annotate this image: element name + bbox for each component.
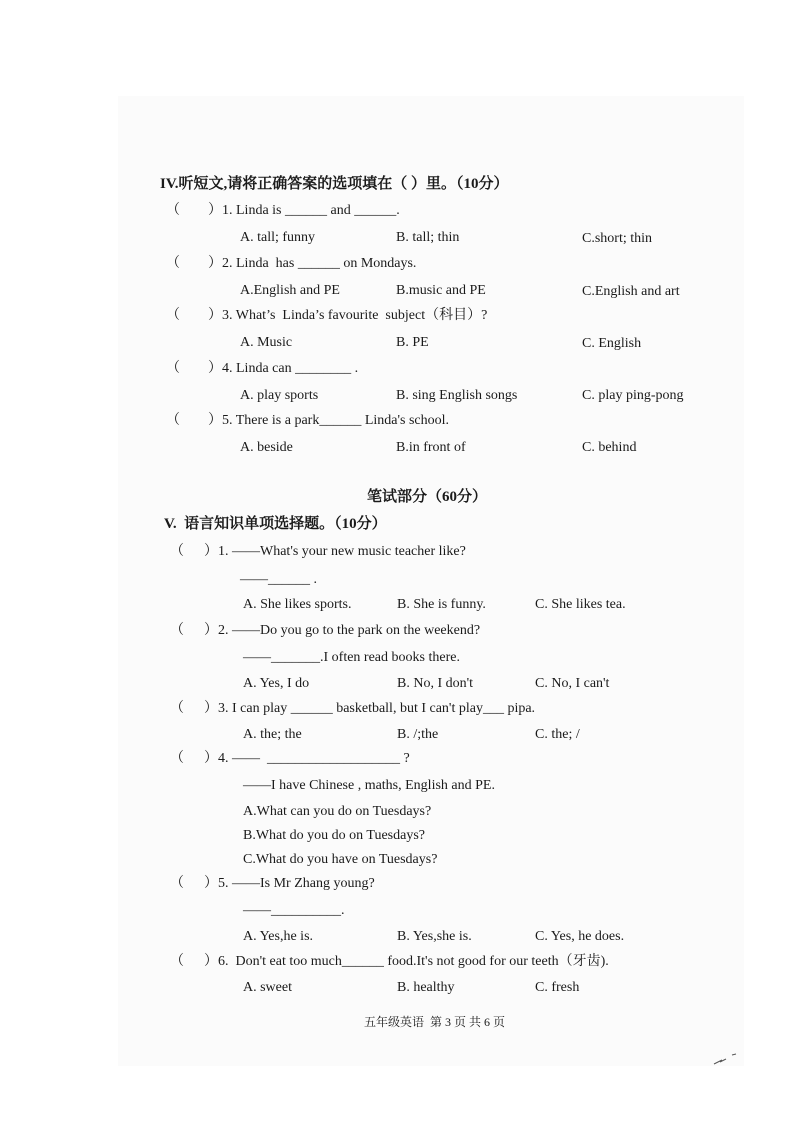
option-c: C.short; thin [582,231,653,246]
option-a: A. Yes,he is. [243,929,314,944]
option-a: A. Music [240,335,293,350]
answer-paren: （ [166,308,180,323]
option-a: A.English and PE [240,283,340,298]
option-b: B. Yes,she is. [397,929,472,944]
answer-paren: （ [166,203,180,218]
answer-paren: （ [170,876,184,891]
section-4-heading: IV.听短文,请将正确答案的选项填在（ ）里。（10分） [160,176,509,192]
question-5-4: ）4. —— ___________________ ? [204,751,410,766]
option-b: B.What do you do on Tuesdays? [243,828,425,843]
question-4-3: ）3. What’s Linda’s favourite subject（科目）? [208,308,488,323]
option-a: A. Yes, I do [243,676,310,691]
question-5-5: ）5. ——Is Mr Zhang young? [204,876,375,891]
option-c: C. She likes tea. [535,597,626,612]
option-b: B.in front of [396,440,466,455]
option-b: B. PE [396,335,429,350]
option-a: A. tall; funny [240,230,316,245]
answer-paren: （ [170,954,184,969]
question-4-2: ）2. Linda has ______ on Mondays. [208,256,417,271]
option-c: C. Yes, he does. [535,929,625,944]
question-5-2: ）2. ——Do you go to the park on the weekend? [204,623,481,638]
option-b: B. tall; thin [396,230,460,245]
answer-paren: （ [170,544,184,559]
option-b: B. healthy [397,980,455,995]
option-a: A. sweet [243,980,292,995]
option-c: C. fresh [535,980,580,995]
answer-line: ——I have Chinese , maths, English and PE. [243,778,495,793]
section-5-heading: V. 语言知识单项选择题。（10分） [164,516,387,532]
answer-paren: （ [166,256,180,271]
option-c: C. English [582,336,642,351]
option-c: C.English and art [582,284,680,299]
option-c: C. play ping-pong [582,388,684,403]
option-a: A. beside [240,440,293,455]
answer-line: ——__________. [243,903,345,918]
option-c: C. the; / [535,727,580,742]
option-a: A. the; the [243,727,302,742]
question-4-5: ）5. There is a park______ Linda's school. [208,413,449,428]
answer-paren: （ [170,751,184,766]
answer-paren: （ [166,361,180,376]
answer-line: ——______ . [240,572,317,587]
answer-paren: （ [170,701,184,716]
question-5-6: ）6. Don't eat too much______ food.It's not good for our teeth（牙齿). [204,954,609,969]
pen-mark [712,1052,738,1066]
option-a: A. She likes sports. [243,597,352,612]
question-4-1: ）1. Linda is ______ and ______. [208,203,400,218]
option-c: C. behind [582,440,637,455]
question-5-3: ）3. I can play ______ basketball, but I can't play___ pipa. [204,701,536,716]
answer-line: ——_______.I often read books there. [243,650,460,665]
answer-paren: （ [166,413,180,428]
written-part-title: 笔试部分（60分） [367,489,488,505]
option-b: B. She is funny. [397,597,486,612]
option-b: B. sing English songs [396,388,518,403]
answer-paren: （ [170,623,184,638]
option-b: B. No, I don't [397,676,474,691]
option-c: C. No, I can't [535,676,610,691]
option-b: B. /;the [397,727,439,742]
question-5-1: ）1. ——What's your new music teacher like? [204,544,466,559]
option-c: C.What do you have on Tuesdays? [243,852,438,867]
page-footer: 五年级英语 第 3 页 共 6 页 [364,1015,506,1029]
option-a: A. play sports [240,388,319,403]
option-a: A.What can you do on Tuesdays? [243,804,432,819]
option-b: B.music and PE [396,283,486,298]
question-4-4: ）4. Linda can ________ . [208,361,359,376]
